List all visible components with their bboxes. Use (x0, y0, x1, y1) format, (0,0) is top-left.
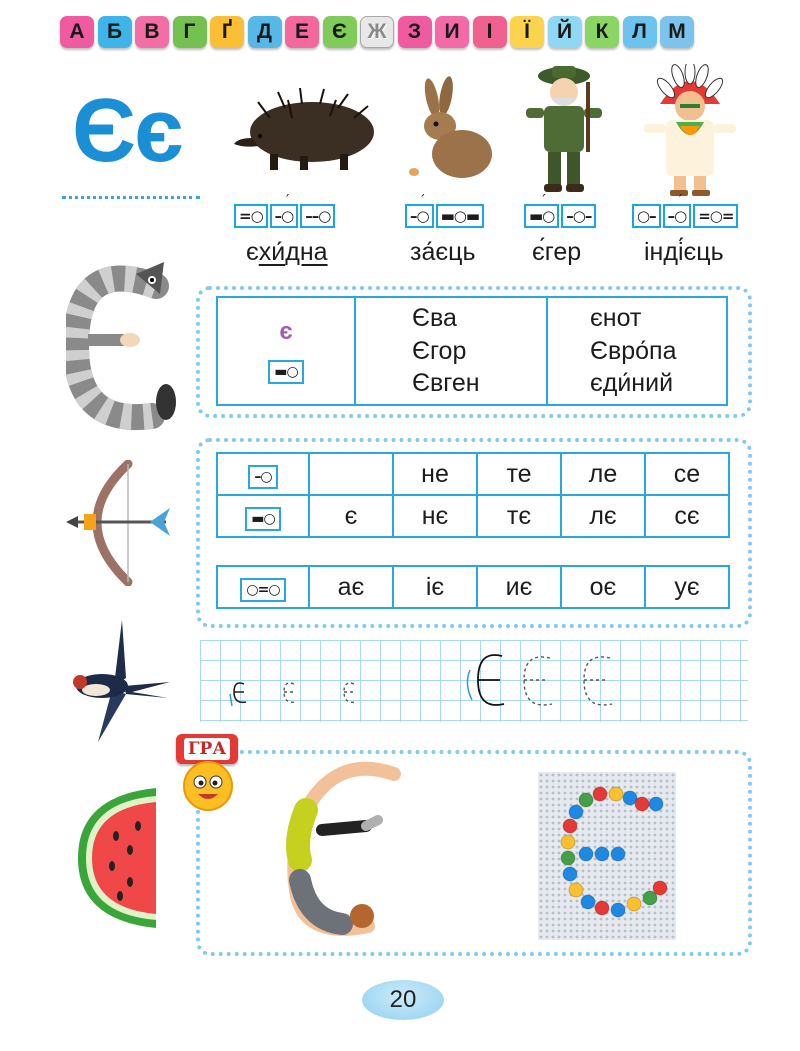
alphabet-tile: И (435, 16, 469, 48)
name-item: єнот (590, 304, 642, 333)
name-item: Євген (412, 369, 480, 398)
letter-tracing (200, 640, 748, 722)
row-scheme (217, 453, 309, 495)
syllable-cell (309, 453, 393, 495)
syllable-cell: лє (561, 495, 645, 537)
names-col-1 (355, 297, 547, 405)
alphabet-tile: Б (98, 16, 132, 48)
alphabet-tile: Й (548, 16, 582, 48)
name-item: Єва (412, 304, 457, 333)
hare-image (402, 76, 498, 187)
raccoon-letter-image (66, 256, 176, 441)
letter-e: є (279, 318, 293, 345)
game-badge: ГРА (176, 734, 238, 764)
bow-arrow-image (66, 460, 176, 591)
name-item: Євро́па (590, 336, 677, 365)
word-echidna: єхи́дна (246, 238, 328, 266)
syllable-cell: ає (309, 566, 393, 608)
syllable-cell: тє (477, 495, 561, 537)
dotted-separator (62, 196, 200, 199)
syllable-cell: те (477, 453, 561, 495)
syllable-cell: сє (645, 495, 729, 537)
smiley-icon (182, 760, 234, 817)
scheme-box: ▬○ (245, 507, 280, 531)
swallow-image (62, 616, 172, 749)
word-scheme-3: ▬○ ´ –○– (524, 204, 596, 228)
page-number: 20 (362, 980, 444, 1020)
sound-scheme: ▬○ (268, 360, 303, 384)
pegboard-letter-image (538, 772, 676, 945)
alphabet-tile: Є (323, 16, 357, 48)
word-hare: за́єць (410, 238, 476, 266)
vowel-syllables-table (216, 565, 730, 609)
alphabet-tile: З (398, 16, 432, 48)
syllable-cell: ле (561, 453, 645, 495)
syllable-cell: іє (393, 566, 477, 608)
scheme-box: –○ (248, 465, 277, 489)
alphabet-tile: А (60, 16, 94, 48)
alphabet-tile: Ж (360, 16, 394, 48)
word-hunter: є́гер (532, 238, 582, 266)
alphabet-tile: В (135, 16, 169, 48)
alphabet-tile: М (660, 16, 694, 48)
alphabet-tile: Г (173, 16, 207, 48)
row-scheme (217, 495, 309, 537)
gymnast-letter-image (282, 760, 442, 951)
alphabet-tile: К (585, 16, 619, 48)
syllable-cell: оє (561, 566, 645, 608)
names-table (216, 296, 728, 406)
echidna-image (230, 88, 380, 183)
syllable-cell: се (645, 453, 729, 495)
name-item: єди́ний (590, 369, 674, 398)
alphabet-tile: Ї (510, 16, 544, 48)
name-item: Єгор (412, 336, 467, 365)
alphabet-tile: Е (285, 16, 319, 48)
row-scheme (217, 566, 309, 608)
syllable-cell: нє (393, 495, 477, 537)
word-scheme-2: –○ ´ ▬○▬ (405, 204, 484, 228)
syllable-cell: є (309, 495, 393, 537)
word-indian: інді́єць (644, 238, 724, 266)
scheme-box: ○=○ (240, 578, 285, 602)
word-scheme-1: =○ –○ ´ ––○ (234, 204, 335, 228)
alphabet-strip (60, 16, 760, 50)
native-chief-image (640, 64, 740, 203)
alphabet-tile: І (473, 16, 507, 48)
names-letter-cell (217, 297, 355, 405)
alphabet-tile: Л (623, 16, 657, 48)
word-scheme-4: ○– –○ ´ =○= (632, 204, 738, 228)
syllables-table (216, 452, 730, 538)
alphabet-tile: Д (248, 16, 282, 48)
syllable-cell: иє (477, 566, 561, 608)
watermelon-image (76, 786, 160, 935)
alphabet-tile: Ґ (210, 16, 244, 48)
syllable-cell: ує (645, 566, 729, 608)
names-col-2 (547, 297, 727, 405)
hunter-image (516, 62, 612, 203)
big-letter: Єє (72, 81, 182, 181)
syllable-cell: не (393, 453, 477, 495)
